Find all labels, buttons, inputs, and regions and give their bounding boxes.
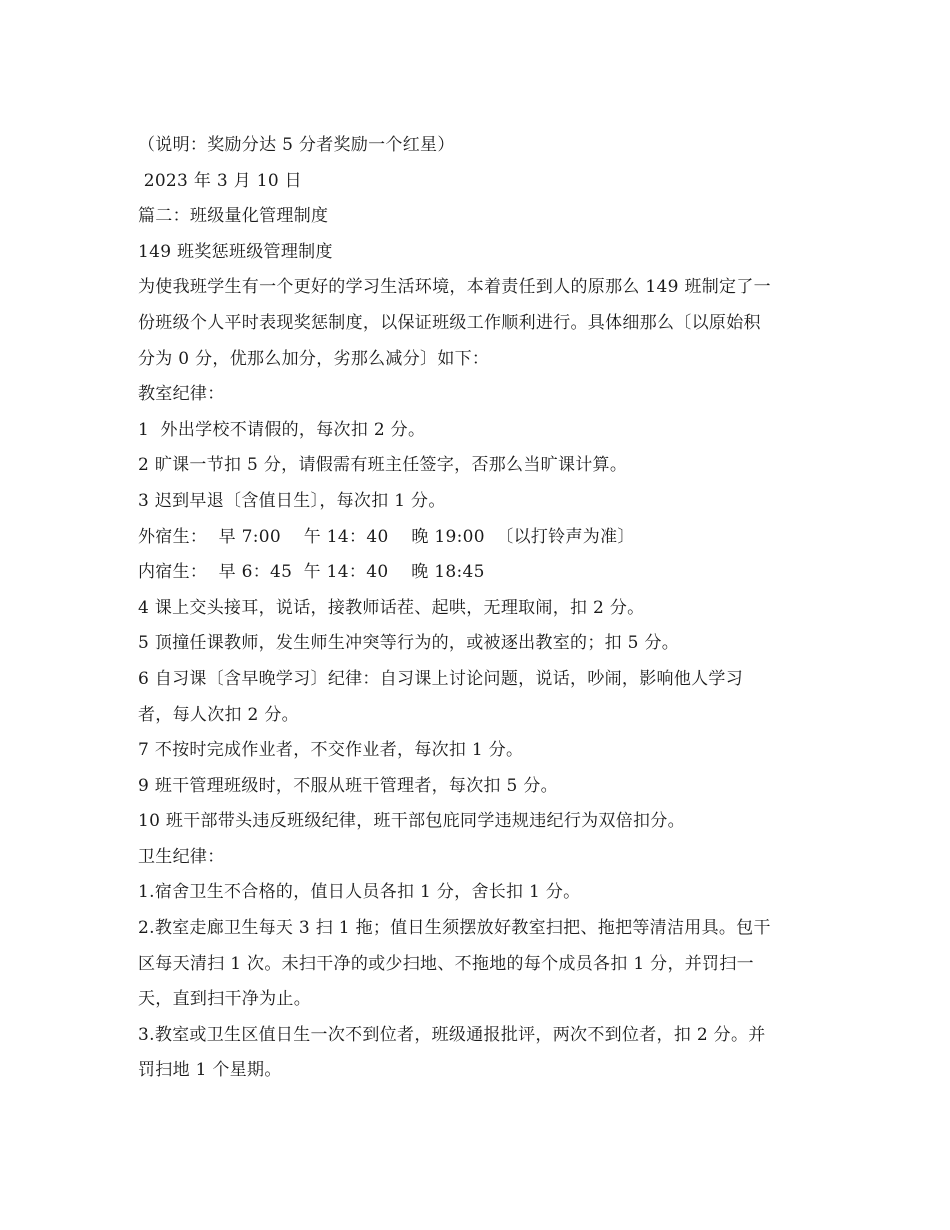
rule-item: 3.教室或卫生区值日生一次不到位者，班级通报批评，两次不到位者，扣 2 分。并 [138,1024,766,1045]
subheading-classroom-discipline: 教室纪律： [138,384,225,405]
rule-item: 5 顶撞任课教师，发生师生冲突等行为的，或被逐出教室的；扣 5 分。 [138,633,680,654]
rule-item: 7 不按时完成作业者，不交作业者，每次扣 1 分。 [138,740,524,761]
section-heading: 篇二：班级量化管理制度 [138,206,329,227]
paragraph-line: 份班级个人平时表现奖惩制度，以保证班级工作顺利进行。具体细那么〔以原始积 [138,312,761,333]
rule-item: 罚扫地 1 个星期。 [138,1060,282,1081]
date-line: 2023 年 3 月 10 日 [138,170,302,191]
rule-item: 2 旷课一节扣 5 分，请假需有班主任签字，否那么当旷课计算。 [138,455,628,476]
rule-item: 1 外出学校不请假的，每次扣 2 分。 [138,419,426,440]
rule-item: 者，每人次扣 2 分。 [138,704,299,725]
document-title: 149 班奖惩班级管理制度 [138,241,333,262]
paragraph-line: 分为 0 分，优那么加分，劣那么减分〕如下： [138,348,490,369]
note-line: （说明：奖励分达 5 分者奖励一个红星） [138,135,455,155]
subheading-hygiene-discipline: 卫生纪律： [138,846,225,867]
schedule-line: 内宿生： 早 6：45 午 14：40 晚 18:45 [138,562,485,583]
paragraph-line: 为使我班学生有一个更好的学习生活环境，本着责任到人的原那么 149 班制定了一 [138,277,771,298]
rule-item: 3 迟到早退〔含值日生〕，每次扣 1 分。 [138,490,446,511]
rule-item: 4 课上交头接耳，说话，接教师话茬、起哄，无理取闹，扣 2 分。 [138,597,645,618]
rule-item: 天，直到扫干净为止。 [138,989,311,1010]
rule-item: 1.宿舍卫生不合格的，值日人员各扣 1 分，舍长扣 1 分。 [138,882,581,903]
rule-item: 2.教室走廊卫生每天 3 扫 1 拖；值日生须摆放好教室扫把、拖把等清洁用具。包干 [138,918,771,939]
rule-item: 9 班干管理班级时，不服从班干管理者，每次扣 5 分。 [138,775,558,796]
rule-item: 区每天清扫 1 次。未扫干净的或少扫地、不拖地的每个成员各扣 1 分，并罚扫一 [138,953,754,974]
document-body [138,128,818,1089]
schedule-line: 外宿生： 早 7:00 午 14：40 晚 19:00 〔以打铃声为准〕 [138,526,635,547]
rule-item: 10 班干部带头违反班级纪律，班干部包庇同学违规违纪行为双倍扣分。 [138,811,685,832]
rule-item: 6 自习课〔含早晚学习〕纪律：自习课上讨论问题，说话，吵闹，影响他人学习 [138,668,744,689]
